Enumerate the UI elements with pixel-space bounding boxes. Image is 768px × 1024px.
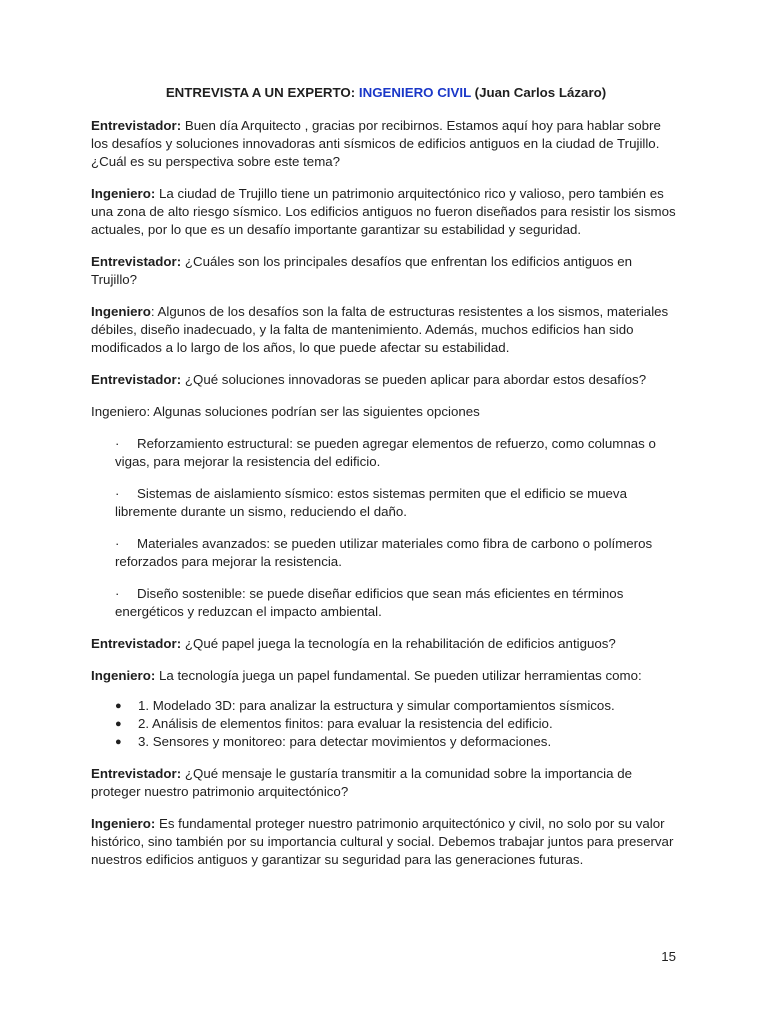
speaker-label: Entrevistador:	[91, 372, 182, 387]
bullet-marker: ·	[115, 536, 120, 551]
list-item	[115, 485, 681, 521]
list-item-text: Sistemas de aislamiento sísmico: estos sistemas permiten que el edificio se mueva libremente durante un sismo, reduciendo el daño.	[115, 486, 627, 519]
title-prefix: ENTREVISTA A UN EXPERTO:	[165, 85, 359, 100]
dialogue-text: ¿Qué papel juega la tecnología en la rehabilitación de edificios antiguos?	[181, 636, 616, 651]
list-item	[115, 715, 681, 733]
list-item-text: Reforzamiento estructural: se pueden agregar elementos de refuerzo, como columnas o vigas, para mejorar la resistencia del edificio.	[115, 436, 656, 469]
dialogue-paragraph	[91, 667, 681, 685]
list-item-text: 2. Análisis de elementos finitos: para evaluar la resistencia del edificio.	[138, 716, 553, 731]
dialogue-paragraph	[91, 635, 681, 653]
document-page	[91, 84, 681, 883]
list-item	[115, 733, 681, 751]
dialogue-paragraph	[91, 303, 681, 357]
list-item-text: 1. Modelado 3D: para analizar la estructura y simular comportamientos sísmicos.	[138, 698, 615, 713]
bullet-marker: ·	[115, 436, 120, 451]
list-item	[115, 697, 681, 715]
dialogue-paragraph	[91, 765, 681, 801]
solutions-intro: Ingeniero: Algunas soluciones podrían ser las siguientes opciones	[91, 404, 480, 419]
speaker-label: Entrevistador:	[91, 766, 182, 781]
dialogue-text: Buen día Arquitecto , gracias por recibirnos. Estamos aquí hoy para hablar sobre los desafíos y soluciones innovadoras anti sísmicos de edificios antiguos en la ciudad de Trujillo. ¿Cuál es su perspectiva sobre este tema?	[91, 118, 661, 169]
dialogue-text: ¿Qué mensaje le gustaría transmitir a la comunidad sobre la importancia de proteger nuestro patrimonio arquitectónico?	[91, 766, 632, 799]
dialogue-paragraph	[91, 815, 681, 869]
dialogue-paragraph	[91, 371, 681, 389]
title-suffix: (Juan Carlos Lázaro)	[470, 85, 607, 100]
bullet-marker: ·	[115, 486, 120, 501]
tools-list	[91, 697, 681, 751]
dialogue-paragraph	[91, 185, 681, 239]
speaker-label: Ingeniero:	[91, 816, 156, 831]
speaker-label: Entrevistador:	[91, 636, 182, 651]
dialogue-text: : Algunos de los desafíos son la falta de estructuras resistentes a los sismos, materiales débiles, diseño inadecuado, y la falta de mantenimiento. Además, muchos edificios han sido modificados a lo largo de los años, lo que puede afectar su estabilidad.	[91, 304, 669, 355]
list-item-text: Materiales avanzados: se pueden utilizar materiales como fibra de carbono o polímeros reforzados para mejorar la resistencia.	[115, 536, 653, 569]
dialogue-text: ¿Qué soluciones innovadoras se pueden aplicar para abordar estos desafíos?	[181, 372, 647, 387]
dialogue-paragraph	[91, 253, 681, 289]
interview-title	[91, 84, 681, 102]
bullet-marker: ●	[115, 700, 122, 712]
list-item-text: 3. Sensores y monitoreo: para detectar movimientos y deformaciones.	[138, 734, 552, 749]
bullet-marker: ●	[115, 718, 122, 730]
dialogue-text: Es fundamental proteger nuestro patrimonio arquitectónico y civil, no solo por su valor histórico, sino también por su importancia cultural y social. Debemos trabajar juntos para preservar nuestros edificios antiguos y garantizar su seguridad para las generaciones futuras.	[91, 816, 674, 867]
title-accent: INGENIERO CIVIL	[358, 85, 471, 100]
list-item-text: Diseño sostenible: se puede diseñar edificios que sean más eficientes en términos energéticos y reduzcan el impacto ambiental.	[115, 586, 624, 619]
dialogue-paragraph	[91, 117, 681, 171]
speaker-label: Ingeniero:	[91, 668, 156, 683]
dialogue-text: La tecnología juega un papel fundamental. Se pueden utilizar herramientas como:	[155, 668, 642, 683]
list-item	[115, 535, 681, 571]
speaker-label: Ingeniero:	[91, 186, 156, 201]
bullet-marker: ·	[115, 586, 120, 601]
page-number: 15	[661, 949, 676, 964]
speaker-label: Entrevistador:	[91, 118, 182, 133]
speaker-label: Entrevistador:	[91, 254, 182, 269]
list-item	[115, 585, 681, 621]
dialogue-text: La ciudad de Trujillo tiene un patrimonio arquitectónico rico y valioso, pero también es una zona de alto riesgo sísmico. Los edificios antiguos no fueron diseñados para resistir los sismos actuales, por lo que es un desafío importante garantizar su estabilidad y seguridad.	[91, 186, 676, 237]
solutions-list	[91, 435, 681, 621]
dialogue-text: ¿Cuáles son los principales desafíos que enfrentan los edificios antiguos en Trujillo?	[91, 254, 633, 287]
list-item	[115, 435, 681, 471]
bullet-marker: ●	[115, 736, 122, 748]
speaker-label: Ingeniero	[91, 304, 151, 319]
